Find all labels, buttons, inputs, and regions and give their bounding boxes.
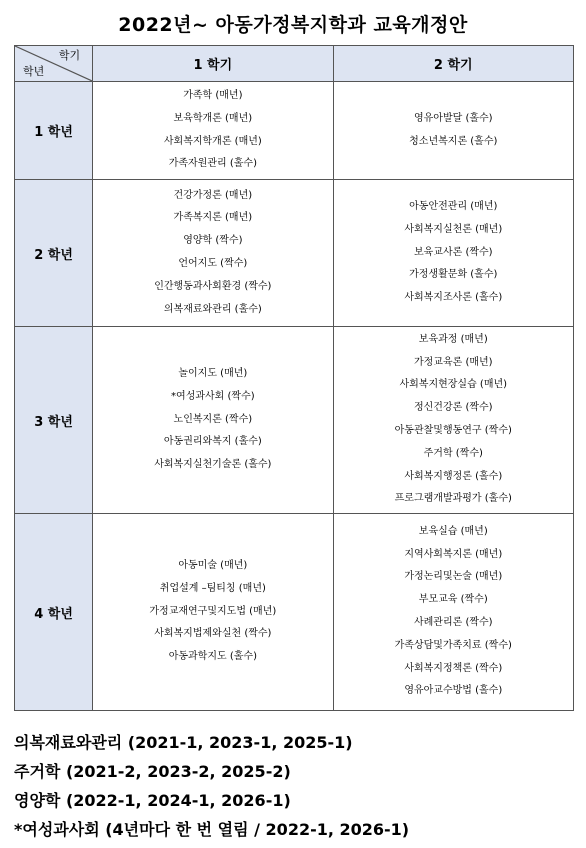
course-item: 가족자원관리 (홀수) bbox=[168, 158, 257, 170]
table-row bbox=[15, 180, 574, 327]
course-item: 아동미술 (매년) bbox=[178, 560, 248, 571]
course-item: 가정교육론 (매년) bbox=[413, 356, 493, 368]
course-item: 사회복지현장실습 (매년) bbox=[399, 379, 508, 391]
semester1-course-cell bbox=[93, 180, 333, 327]
course-item: 사회복지조사론 (홀수) bbox=[404, 292, 503, 304]
schedule-notes bbox=[14, 728, 409, 844]
course-item: 노인복지론 (짝수) bbox=[173, 413, 253, 425]
corner-year-label: 학년 bbox=[23, 65, 45, 78]
corner-semester-label: 학기 bbox=[58, 49, 81, 62]
course-item: 사회복지행정론 (홀수) bbox=[404, 470, 503, 482]
course-item: 보육교사론 (짝수) bbox=[413, 246, 493, 258]
course-item: 영양학 (짝수) bbox=[183, 235, 243, 247]
course-item: 지역사회복지론 (매년) bbox=[404, 548, 503, 560]
course-item: 아동과학지도 (홀수) bbox=[168, 651, 257, 663]
table-row bbox=[15, 327, 574, 514]
course-item: 청소년복지론 (홀수) bbox=[409, 135, 498, 147]
course-item: 사례관리론 (짝수) bbox=[413, 617, 493, 628]
course-item: 인간행동과사회환경 (짝수) bbox=[154, 280, 272, 292]
course-item: 주거학 (짝수) bbox=[423, 447, 483, 459]
course-item: 보육실습 (매년) bbox=[418, 525, 488, 537]
course-item: 가정교재연구및지도법 (매년) bbox=[149, 605, 277, 617]
curriculum-table bbox=[14, 45, 574, 711]
course-item: 아동관찰및행동연구 (짝수) bbox=[394, 425, 512, 436]
course-item: 아동권리와복지 (홀수) bbox=[163, 436, 262, 448]
semester1-course-cell bbox=[93, 514, 333, 711]
semester1-course-cell bbox=[93, 327, 333, 514]
table-row bbox=[15, 82, 574, 180]
semester2-course-cell bbox=[333, 82, 573, 180]
year-cell: 2 학년 bbox=[15, 180, 93, 327]
course-item: 사회복지법제와실천 (짝수) bbox=[154, 628, 272, 640]
course-item: 가족복지론 (매년) bbox=[173, 212, 253, 224]
semester2-course-cell bbox=[333, 327, 573, 514]
semester1-header: 1 학기 bbox=[93, 46, 333, 82]
course-list bbox=[334, 521, 573, 703]
course-list bbox=[334, 108, 573, 154]
course-item: *여성과사회 (짝수) bbox=[171, 390, 255, 402]
note-line: *여성과사회 (4년마다 한 번 열림 / 2022-1, 2026-1) bbox=[14, 820, 410, 839]
semester2-course-cell bbox=[333, 514, 573, 711]
course-item: 사회복지학개론 (매년) bbox=[163, 135, 262, 147]
course-item: 아동안전관리 (매년) bbox=[409, 201, 498, 212]
semester2-header: 2 학기 bbox=[333, 46, 573, 82]
course-item: 건강가정론 (매년) bbox=[173, 189, 253, 201]
note-line: 영양학 (2022-1, 2024-1, 2026-1) bbox=[14, 791, 291, 810]
course-item: 보육학개론 (매년) bbox=[173, 112, 253, 124]
course-list bbox=[93, 555, 332, 669]
course-item: 가족학 (매년) bbox=[183, 89, 243, 101]
table-row bbox=[15, 514, 574, 711]
semester2-course-cell bbox=[333, 180, 573, 327]
year-cell: 1 학년 bbox=[15, 82, 93, 180]
course-item: 정신건강론 (짝수) bbox=[413, 402, 493, 414]
note-line: 의복재료와관리 (2021-1, 2023-1, 2025-1) bbox=[14, 733, 353, 752]
year-cell: 3 학년 bbox=[15, 327, 93, 514]
course-item: 놀이지도 (매년) bbox=[178, 368, 248, 379]
course-item: 프로그램개발과평가 (홀수) bbox=[394, 493, 512, 505]
course-item: 보육과정 (매년) bbox=[418, 333, 488, 345]
course-list bbox=[334, 196, 573, 310]
course-item: 영유아교수방법 (홀수) bbox=[404, 685, 503, 697]
course-item: 가정논리및논술 (매년) bbox=[404, 571, 503, 583]
page-title: 2022년~ 아동가정복지학과 교육개정안 bbox=[118, 14, 468, 36]
table-header-row bbox=[15, 46, 574, 82]
note-line: 주거학 (2021-2, 2023-2, 2025-2) bbox=[14, 762, 291, 781]
course-list bbox=[93, 85, 332, 176]
year-cell: 4 학년 bbox=[15, 514, 93, 711]
course-item: 부모교육 (짝수) bbox=[418, 594, 488, 606]
course-list bbox=[334, 329, 573, 511]
course-list bbox=[93, 363, 332, 477]
course-item: 영유아발달 (홀수) bbox=[413, 112, 493, 124]
course-list bbox=[93, 185, 332, 322]
course-item: 사회복지정책론 (짝수) bbox=[404, 662, 503, 674]
course-item: 언어지도 (짝수) bbox=[178, 258, 248, 269]
semester1-course-cell bbox=[93, 82, 333, 180]
corner-header-cell bbox=[15, 46, 93, 82]
course-item: 가족상담및가족치료 (짝수) bbox=[394, 639, 512, 651]
course-item: 사회복지실천기술론 (홀수) bbox=[154, 459, 272, 471]
course-item: 가정생활문화 (홀수) bbox=[409, 269, 498, 281]
course-item: 사회복지실천론 (매년) bbox=[404, 223, 503, 235]
course-item: 취업설계 –팀티칭 (매년) bbox=[159, 582, 266, 594]
course-item: 의복재료와관리 (홀수) bbox=[163, 303, 262, 315]
